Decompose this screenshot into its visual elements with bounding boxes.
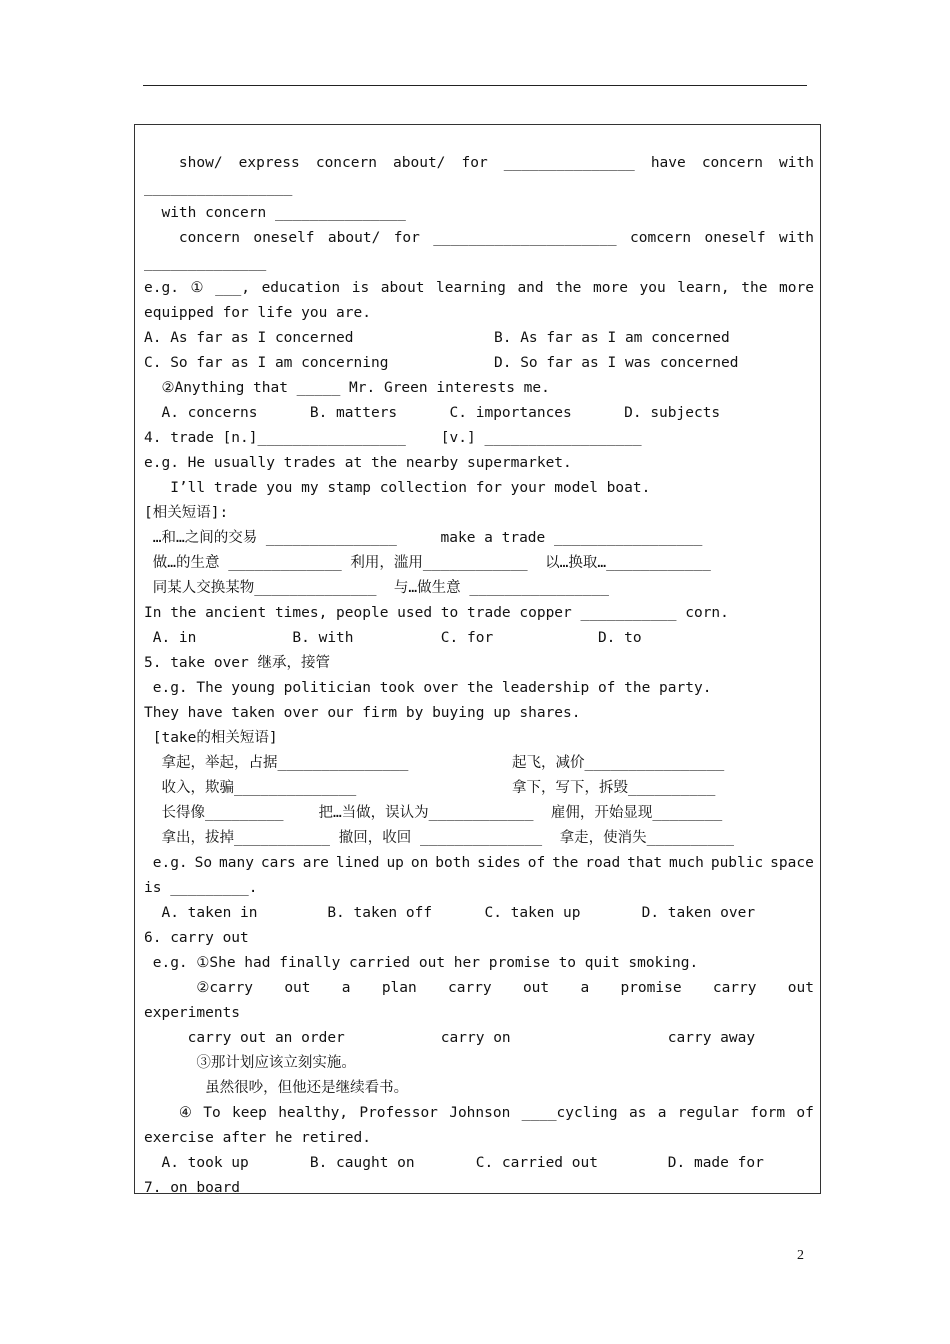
word: e.g. xyxy=(144,280,179,296)
text-line: A. As far as I concerned xyxy=(144,330,354,346)
text-line: A. concerns B. matters C. importances D. subjects xyxy=(144,405,721,421)
text-line: They have taken over our firm by buying up shares. xyxy=(144,705,581,721)
text-line: A. in B. with C. for D. to xyxy=(144,630,642,646)
word: concern xyxy=(315,155,377,171)
word: a xyxy=(657,1105,667,1121)
word: concern xyxy=(144,230,241,246)
word: promise xyxy=(620,980,682,996)
word: a xyxy=(580,980,590,996)
text-line: is _________. xyxy=(144,880,258,896)
word: up xyxy=(386,855,404,871)
text-line: 4. trade [n.]_________________ [v.] __________________ xyxy=(144,430,642,446)
word: is xyxy=(351,280,370,296)
word: with xyxy=(779,230,814,246)
word: e.g. xyxy=(144,855,188,871)
text-line: with concern _______________ xyxy=(144,205,406,221)
word: more xyxy=(593,280,628,296)
text-line: …和…之间的交易 _______________ make a trade _________________ xyxy=(144,530,703,546)
word: cars xyxy=(260,855,296,871)
word: public xyxy=(710,855,764,871)
word: sides xyxy=(477,855,521,871)
text-line xyxy=(144,1103,814,1123)
text-line: 7. on board xyxy=(144,1180,241,1196)
word: a xyxy=(341,980,351,996)
word: So xyxy=(194,855,213,871)
text-line xyxy=(144,853,814,873)
text-line: _________________ xyxy=(144,180,293,196)
text-line xyxy=(144,278,814,298)
word: with xyxy=(779,155,814,171)
word: carry xyxy=(448,980,492,996)
text-line: 6. carry out xyxy=(144,930,249,946)
word: you xyxy=(639,280,666,296)
word: on xyxy=(410,855,429,871)
text-line: C. So far as I am concerning xyxy=(144,355,389,371)
word: form xyxy=(750,1105,786,1121)
word: To xyxy=(203,1105,221,1121)
word: out xyxy=(284,980,311,996)
text-line: ③那计划应该立刻实施。 xyxy=(144,1055,356,1071)
word: Professor xyxy=(359,1105,438,1121)
text-line: B. As far as I am concerned xyxy=(494,330,730,346)
page-number: 2 xyxy=(797,1248,804,1263)
word: ②carry xyxy=(144,980,254,996)
word: the xyxy=(555,280,582,296)
text-line: 做…的生意 _____________ 利用，滥用____________ 以…换取…____________ xyxy=(144,555,711,571)
word: many xyxy=(219,855,254,871)
text-line: A. took up B. caught on C. carried out D. made for xyxy=(144,1155,764,1171)
text-line: 同某人交换某物______________ 与…做生意 ________________ xyxy=(144,580,610,596)
word: the xyxy=(741,280,768,296)
word: comcern xyxy=(630,230,692,246)
text-line: ______________ xyxy=(144,255,267,271)
text-line: D. So far as I was concerned xyxy=(494,355,739,371)
word: oneself xyxy=(253,230,315,246)
word: carry xyxy=(712,980,757,996)
word: lined xyxy=(335,855,380,871)
word: about xyxy=(380,280,425,296)
text-line: 5. take over 继承，接管 xyxy=(144,655,330,671)
word: oneself xyxy=(704,230,766,246)
word: express xyxy=(238,155,300,171)
word: education xyxy=(261,280,341,296)
text-line: e.g. He usually trades at the nearby supermarket. xyxy=(144,455,572,471)
word: healthy, xyxy=(278,1105,349,1121)
word: road xyxy=(585,855,621,871)
word: more xyxy=(779,280,814,296)
word: _____________________ xyxy=(433,230,617,246)
word: both xyxy=(435,855,471,871)
text-line: 拿出，拔掉___________ 撤回，收回 ______________ 拿走，使消失__________ xyxy=(144,830,734,846)
text-line: e.g. ①She had finally carried out her promise to quit smoking. xyxy=(144,955,699,971)
word: Johnson xyxy=(449,1105,511,1121)
word: and xyxy=(517,280,544,296)
text-line: 拿起，举起，占据_______________ xyxy=(144,755,409,771)
text-line: A. taken in B. taken off C. taken up D. taken over xyxy=(144,905,756,921)
word: have xyxy=(650,155,686,171)
word: much xyxy=(668,855,704,871)
word: for xyxy=(393,230,420,246)
text-line: carry out an order carry on carry away xyxy=(144,1030,756,1046)
word: show/ xyxy=(144,155,223,171)
word: plan xyxy=(381,980,417,996)
text-line: ②Anything that _____ Mr. Green interests me. xyxy=(144,380,550,396)
text-line: 虽然很吵，但他还是继续看书。 xyxy=(144,1080,409,1096)
word: _______________ xyxy=(503,155,635,171)
text-line: [相关短语]: xyxy=(144,505,229,521)
text-line: In the ancient times, people used to trade copper ___________ corn. xyxy=(144,605,729,621)
text-line: 拿下，写下，拆毁__________ xyxy=(512,780,716,796)
word: the xyxy=(552,855,579,871)
word: of xyxy=(796,1105,814,1121)
word: ① xyxy=(190,280,204,296)
word: as xyxy=(628,1105,647,1121)
text-line: experiments xyxy=(144,1005,241,1021)
text-line: 收入，欺骗______________ xyxy=(144,780,357,796)
text-line: [take的相关短语] xyxy=(144,730,278,746)
word: are xyxy=(302,855,329,871)
header-rule xyxy=(143,85,807,86)
word: out xyxy=(522,980,550,996)
word: keep xyxy=(231,1105,267,1121)
word: out xyxy=(787,980,814,996)
text-line: equipped for life you are. xyxy=(144,305,371,321)
text-line: 长得像_________ 把…当做，误认为____________ 雇佣，开始显现________ xyxy=(144,805,723,821)
word: regular xyxy=(677,1105,739,1121)
text-line xyxy=(144,153,814,173)
text-line xyxy=(144,978,814,998)
text-line: e.g. The young politician took over the leadership of the party. xyxy=(144,680,712,696)
text-line: I’ll trade you my stamp collection for your model boat. xyxy=(144,480,651,496)
word: for xyxy=(461,155,488,171)
word: about/ xyxy=(327,230,381,246)
text-line xyxy=(144,228,814,248)
word: that xyxy=(627,855,663,871)
word: of xyxy=(527,855,546,871)
word: learn, xyxy=(677,280,730,296)
word: about/ xyxy=(393,155,446,171)
word: ④ xyxy=(144,1105,192,1121)
word: ____cycling xyxy=(521,1105,618,1121)
word: learning xyxy=(436,280,506,296)
word: space xyxy=(770,855,814,871)
text-line: 起飞，减价________________ xyxy=(512,755,725,771)
word: concern xyxy=(701,155,763,171)
word: ___, xyxy=(215,280,250,296)
text-line: exercise after he retired. xyxy=(144,1130,371,1146)
